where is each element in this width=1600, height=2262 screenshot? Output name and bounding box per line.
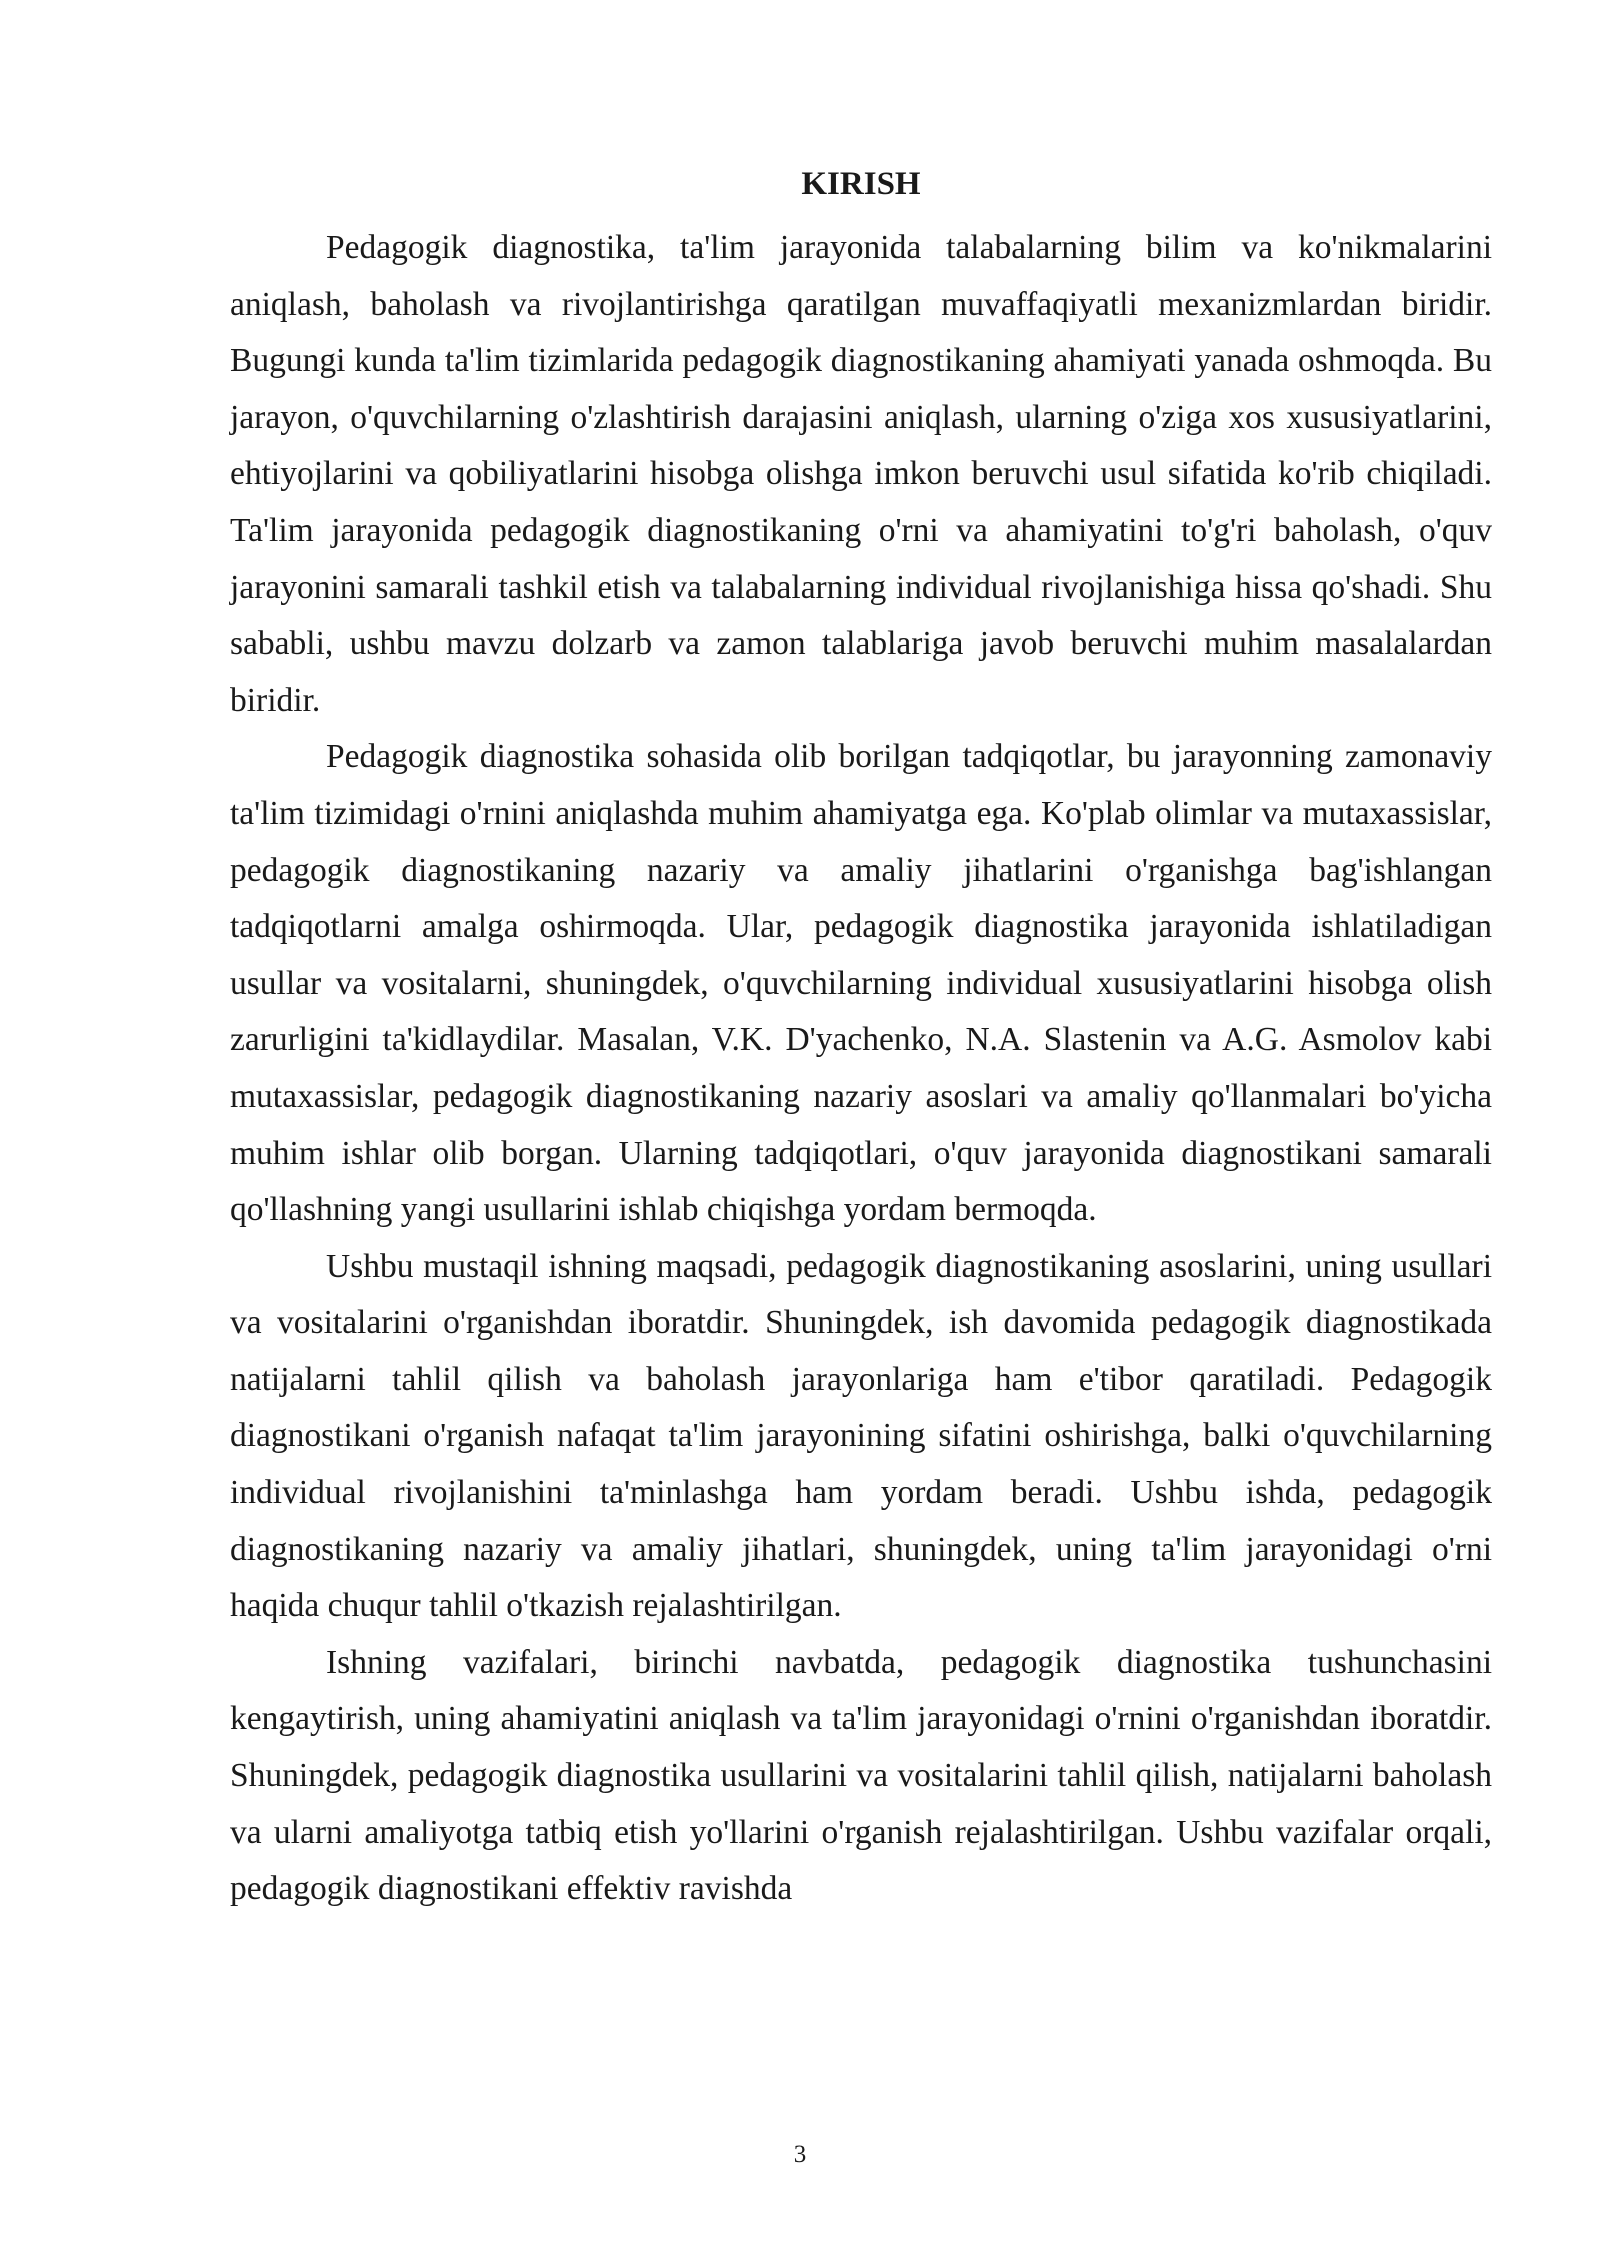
page-content [230, 160, 1492, 1918]
paragraph-1: Pedagogik diagnostika, ta'lim jarayonida talabalarning bilim va ko'nikmalarini aniqlash, baholash va rivojlantirishga qaratilgan muvaffaqiyatli mexanizmlardan biridir. Bugungi kunda ta'lim tizimlarida pedagogik diagnostikaning ahamiyati yanada oshmoqda. Bu jarayon, o'quvchilarning o'zlashtirish darajasini aniqlash, ularning o'ziga xos xususiyatlarini, ehtiyojlarini va qobiliyatlarini hisobga olishga imkon beruvchi usul sifatida ko'rib chiqiladi. Ta'lim jarayonida pedagogik diagnostikaning o'rni va ahamiyatini to'g'ri baholash, o'quv jarayonini samarali tashkil etish va talabalarning individual rivojlanishiga hissa qo'shadi. Shu sababli, ushbu mavzu dolzarb va zamon talablariga javob beruvchi muhim masalalardan biridir. [230, 229, 1492, 719]
paragraph-4: Ishning vazifalari, birinchi navbatda, pedagogik diagnostika tushunchasini kengaytirish, uning ahamiyatini aniqlash va ta'lim jarayonidagi o'rnini o'rganishdan iboratdir. Shuningdek, pedagogik diagnostika usullarini va vositalarini tahlil qilish, natijalarni baholash va ularni amaliyotga tatbiq etish yo'llarini o'rganish rejalashtirilgan. Ushbu vazifalar orqali, pedagogik diagnostikani effektiv ravishda [230, 1643, 1492, 1908]
paragraph-3: Ushbu mustaqil ishning maqsadi, pedagogik diagnostikaning asoslarini, uning usullari va vositalarini o'rganishdan iboratdir. Shuningdek, ish davomida pedagogik diagnostikada natijalarni tahlil qilish va baholash jarayonlariga ham e'tibor qaratiladi. Pedagogik diagnostikani o'rganish nafaqat ta'lim jarayonining sifatini oshirishga, balki o'quvchilarning individual rivojlanishini ta'minlashga ham yordam beradi. Ushbu ishda, pedagogik diagnostikaning nazariy va amaliy jihatlari, shuningdek, uning ta'lim jarayonidagi o'rni haqida chuqur tahlil o'tkazish rejalashtirilgan. [230, 1247, 1492, 1625]
page-number: 3 [793, 2141, 807, 2168]
paragraph-2: Pedagogik diagnostika sohasida olib borilgan tadqiqotlar, bu jarayonning zamonaviy ta'lim tizimidagi o'rnini aniqlashda muhim ahamiyatga ega. Ko'plab olimlar va mutaxassislar, pedagogik diagnostikaning nazariy va amaliy jihatlarini o'rganishga bag'ishlangan tadqiqotlarni amalga oshirmoqda. Ular, pedagogik diagnostika jarayonida ishlatiladigan usullar va vositalarni, shuningdek, o'quvchilarning individual xususiyatlarini hisobga olish zarurligini ta'kidlaydilar. Masalan, V.K. D'yachenko, N.A. Slastenin va A.G. Asmolov kabi mutaxassislar, pedagogik diagnostikaning nazariy asoslari va amaliy qo'llanmalari bo'yicha muhim ishlar olib borgan. Ularning tadqiqotlari, o'quv jarayonida diagnostikani samarali qo'llashning yangi usullarini ishlab chiqishga yordam bermoqda. [230, 738, 1492, 1229]
section-title: KIRISH [801, 166, 921, 202]
